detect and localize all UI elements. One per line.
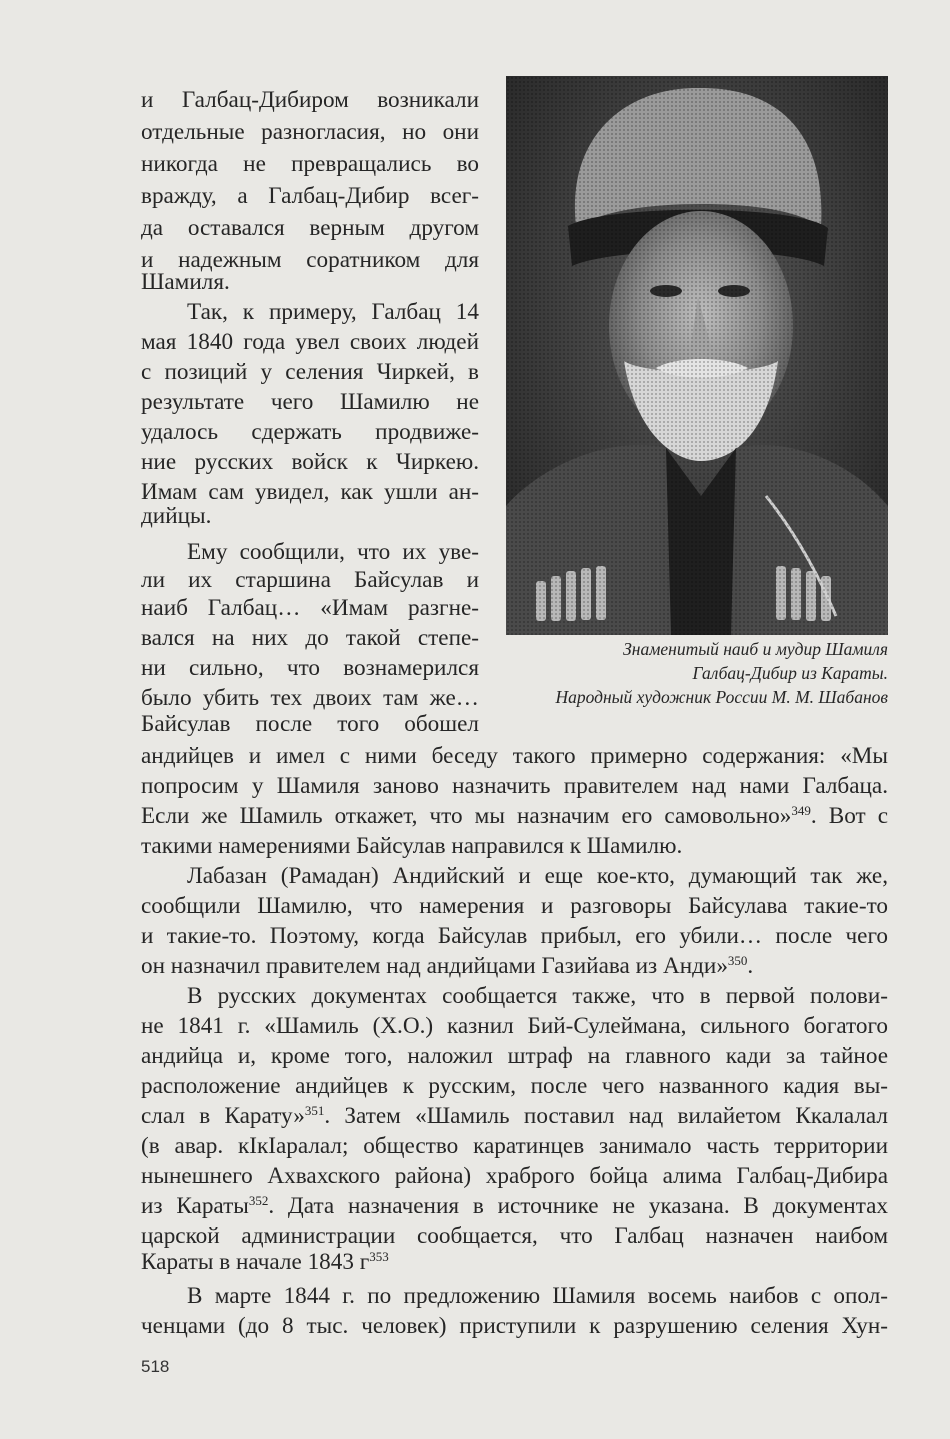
- caption-line: Галбац-Дибир из Караты.: [692, 663, 888, 683]
- text-line: Байсулав после того обошел: [141, 711, 479, 737]
- text-line: и Галбац-Дибиром возникали: [141, 87, 479, 113]
- text-line: [141, 1246, 888, 1278]
- footnote-ref[interactable]: 352: [248, 1193, 269, 1208]
- text-line: отдельные разногласия, но они: [141, 119, 479, 145]
- text-line: сообщили Шамилю, что намерения и разговоры Байсулава такие-то: [141, 893, 888, 919]
- text-run: . Дата назначения в источнике не указана. В документах: [268, 1193, 888, 1219]
- text-line: [141, 1100, 888, 1132]
- text-line: андийца и, кроме того, наложил штраф на главного кади за тайное: [141, 1043, 888, 1069]
- footnote-ref[interactable]: 351: [304, 1103, 325, 1118]
- text-line: и такие-то. Поэтому, когда Байсулав прибыл, его убили… после чего: [141, 923, 888, 949]
- paragraph-start: В марте 1844 г. по предложению Шамиля восемь наибов с опол-: [187, 1283, 888, 1309]
- text-line: дийцы.: [141, 503, 212, 529]
- caption-line: Народный художник России М. М. Шабанов: [555, 687, 888, 707]
- paragraph-start: В русских документах сообщается также, что в первой полови-: [187, 983, 888, 1009]
- text-line: было убить тех двоих там же…: [141, 685, 479, 711]
- text-run: .: [747, 953, 754, 979]
- text-line: [141, 950, 888, 982]
- portrait-photo-icon: [506, 76, 888, 635]
- text-line: результате чего Шамилю не: [141, 389, 479, 415]
- paragraph-start: Ему сообщили, что их уве-: [187, 539, 479, 565]
- text-line: и надежным соратником для: [141, 247, 479, 273]
- text-line: [141, 1190, 888, 1222]
- text-run: из Караты: [141, 1193, 249, 1219]
- text-line: Имам сам увидел, как ушли ан-: [141, 479, 479, 505]
- text-run: слал в Карату»: [141, 1103, 305, 1129]
- paragraph-start: Так, к примеру, Галбац 14: [187, 299, 479, 325]
- portrait-image: [506, 76, 888, 635]
- footnote-ref[interactable]: 350: [727, 953, 748, 968]
- text-line: ли их старшина Байсулав и: [141, 567, 479, 593]
- footnote-ref[interactable]: 349: [791, 803, 811, 818]
- text-line: наиб Галбац… «Имам разгне-: [141, 595, 479, 621]
- text-line: ни сильно, что вознамерился: [141, 655, 479, 681]
- caption-line: Знаменитый наиб и мудир Шамиля: [623, 639, 888, 659]
- text-line: мая 1840 года увел своих людей: [141, 329, 479, 355]
- text-run: Караты в начале 1843 г: [141, 1249, 370, 1275]
- text-line: с позиций у селения Чиркей, в: [141, 359, 479, 385]
- text-line: да оставался верным другом: [141, 215, 479, 241]
- paragraph-start: Лабазан (Рамадан) Андийский и еще кое-кто, думающий так же,: [187, 863, 888, 889]
- text-line: нынешнего Ахвахского района) храброго бойца алима Галбац-Дибира: [141, 1163, 888, 1189]
- text-line: ние русских войск к Чиркею.: [141, 449, 479, 475]
- text-line: Шамиля.: [141, 269, 230, 295]
- text-line: царской администрации сообщается, что Галбац назначен наибом: [141, 1223, 888, 1249]
- text-line: вался на них до такой степе-: [141, 625, 479, 651]
- text-line: расположение андийцев к русским, после чего названного кадия вы-: [141, 1073, 888, 1099]
- text-line: попросим у Шамиля заново назначить правителем над нами Галбаца.: [141, 773, 888, 799]
- text-line: [141, 800, 888, 832]
- text-run: Если же Шамиль откажет, что мы назначим его самовольно»: [141, 803, 792, 829]
- text-run: он назначил правителем над андийцами Газийава из Анди»: [141, 953, 728, 979]
- text-line: вражду, а Галбац-Дибир всег-: [141, 183, 479, 209]
- text-run: . Затем «Шамиль поставил над вилайетом Ккалалал: [324, 1103, 888, 1129]
- text-line: (в авар. кІкІаралал; общество каратинцев занимало часть территории: [141, 1133, 888, 1159]
- page-number: 518: [141, 1357, 170, 1376]
- text-line: не 1841 г. «Шамиль (Х.О.) казнил Бий-Сулеймана, сильного богатого: [141, 1013, 888, 1039]
- text-line: ченцами (до 8 тыс. человек) приступили к разрушению селения Хун-: [141, 1313, 888, 1339]
- text-line: удалось сдержать продвиже-: [141, 419, 479, 445]
- footnote-ref[interactable]: 353: [369, 1249, 389, 1264]
- text-line: никогда не превращались во: [141, 151, 479, 177]
- text-run: . Вот с: [810, 803, 888, 829]
- text-line: такими намерениями Байсулав направился к Шамилю.: [141, 833, 683, 859]
- text-line: андийцев и имел с ними беседу такого примерно содержания: «Мы: [141, 743, 888, 769]
